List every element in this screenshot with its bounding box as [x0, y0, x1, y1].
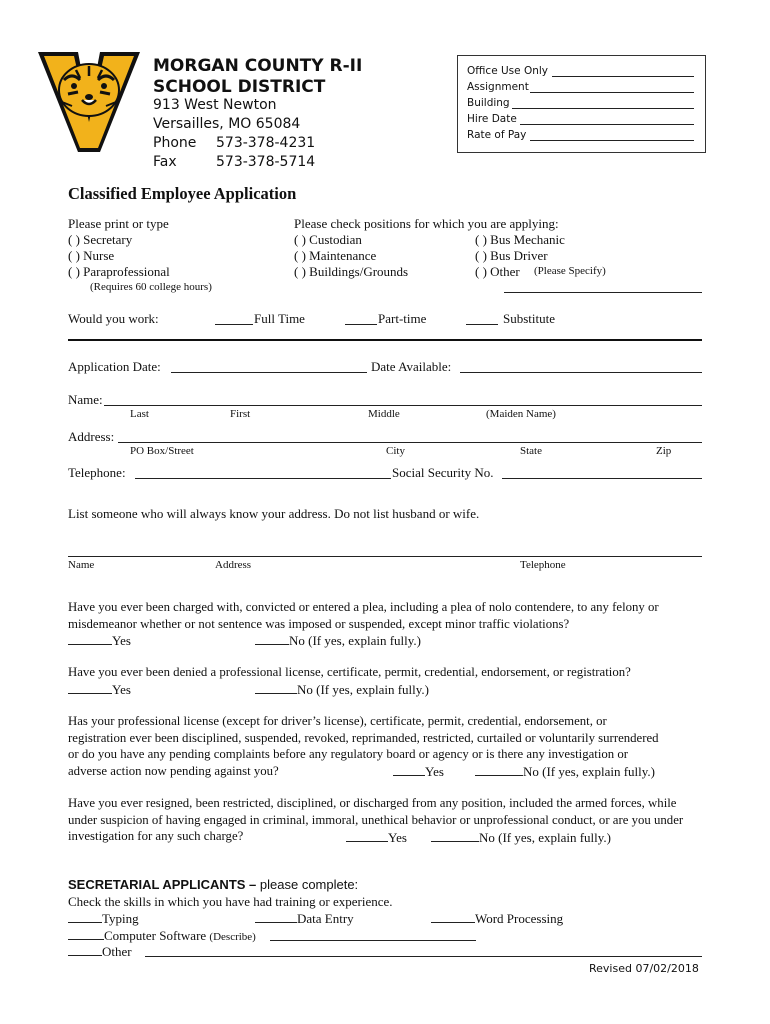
paraprofessional-note: (Requires 60 college hours) [90, 281, 212, 293]
address-label: Address: [68, 429, 115, 444]
office-use-only-line[interactable] [552, 76, 694, 77]
ssn-label: Social Security No. [392, 465, 494, 480]
question-2-answers [68, 681, 131, 698]
software-describe-note: (Describe) [209, 931, 256, 943]
q3-no-label: No (If yes, explain fully.) [523, 764, 656, 779]
revised-date: Revised 07/02/2018 [589, 962, 699, 975]
other-skill-label: Other [102, 944, 132, 959]
part-time-label: Part-time [378, 311, 427, 326]
skill-word-processing [431, 910, 563, 927]
fax-label: Fax [153, 154, 177, 170]
part-time-line[interactable] [345, 324, 377, 325]
question-1-text: Have you ever been charged with, convicted or entered a plea, including a plea of nolo contendere, to any felony or misdemeanor whether or not sentence was imposed or suspended, except minor traffic violations? [68, 600, 659, 631]
q2-yes-label: Yes [112, 682, 131, 697]
typing-blank[interactable] [68, 910, 102, 923]
name-first-caption: First [230, 408, 251, 420]
position-bus-mechanic[interactable]: ( ) Bus Mechanic [475, 232, 565, 247]
contact-name-caption: Name [68, 559, 95, 571]
hire-date-label: Hire Date [467, 113, 517, 125]
office-use-only-label: Office Use Only [467, 65, 548, 77]
contact-address-caption: Address [215, 559, 252, 571]
typing-label: Typing [102, 911, 139, 926]
position-bus-driver[interactable]: ( ) Bus Driver [475, 248, 548, 263]
name-maiden-caption: (Maiden Name) [486, 408, 556, 420]
telephone-label: Telephone: [68, 465, 126, 480]
data-entry-blank[interactable] [255, 910, 297, 923]
date-available-line[interactable] [460, 372, 702, 373]
question-1-answers [68, 632, 131, 649]
position-custodian[interactable]: ( ) Custodian [294, 232, 362, 247]
q1-yes-label: Yes [112, 633, 131, 648]
software-blank[interactable] [68, 927, 104, 940]
skills-instruction: Check the skills in which you have had training or experience. [68, 894, 393, 909]
phone-number: 573-378-4231 [216, 135, 316, 151]
contact-instruction: List someone who will always know your address. Do not list husband or wife. [68, 506, 480, 521]
address-city-caption: City [386, 445, 405, 457]
ssn-line[interactable] [502, 478, 702, 479]
skill-software [68, 927, 256, 944]
assignment-label: Assignment [467, 81, 529, 93]
skill-other [68, 943, 132, 960]
q2-yes-blank[interactable] [68, 681, 112, 694]
rate-of-pay-line[interactable] [530, 140, 694, 141]
q3-yes-label: Yes [425, 764, 444, 779]
other-specify-note: (Please Specify) [534, 265, 606, 277]
assignment-line[interactable] [530, 92, 694, 93]
question-1-no [255, 632, 421, 649]
question-2-text: Have you ever been denied a professional license, certificate, permit, credential, endorsement, or registration? [68, 665, 631, 679]
other-skill-line[interactable] [145, 956, 702, 957]
position-buildings-grounds[interactable]: ( ) Buildings/Grounds [294, 264, 409, 279]
skill-typing [68, 910, 139, 927]
software-label: Computer Software [104, 928, 207, 943]
secretarial-heading-bold: SECRETARIAL APPLICANTS – [68, 877, 257, 892]
q4-no-blank[interactable] [431, 829, 479, 842]
position-other[interactable]: ( ) Other [475, 264, 520, 279]
question-3-yes [393, 763, 444, 780]
other-specify-line[interactable] [504, 292, 702, 293]
position-maintenance[interactable]: ( ) Maintenance [294, 248, 377, 263]
name-label: Name: [68, 392, 103, 407]
substitute-label: Substitute [503, 311, 556, 326]
q1-yes-blank[interactable] [68, 632, 112, 645]
secretarial-heading [68, 877, 358, 892]
question-4-no [431, 829, 611, 846]
fax-number: 573-378-5714 [216, 154, 316, 170]
print-note: Please print or type [68, 216, 169, 231]
data-entry-label: Data Entry [297, 911, 354, 926]
address-zip-caption: Zip [656, 445, 672, 457]
software-describe-line[interactable] [270, 940, 476, 941]
rate-of-pay-label: Rate of Pay [467, 129, 527, 141]
question-3-text: Has your professional license (except for driver’s license), certificate, permit, credential, endorsement, or registration ever been disciplined, suspended, revoked, reprimanded, restricted, curtailed or voluntarily surrendered or do you have any pending complaints before any regulatory board or agency or is there any investigation or adverse action now pending against you? [68, 714, 659, 778]
question-2-no [255, 681, 429, 698]
hire-date-line[interactable] [520, 124, 694, 125]
question-4-text: Have you ever resigned, been restricted, disciplined, or discharged from any position, included the armed forces, while under suspicion of having engaged in criminal, immoral, unethical behavior or unprofessional conduct, or are you under investigation for any such charge? [68, 796, 684, 843]
secretarial-heading-rest: please complete: [256, 877, 359, 892]
name-middle-caption: Middle [368, 408, 400, 420]
district-name-line1: MORGAN COUNTY R-II [153, 56, 363, 76]
phone-label: Phone [153, 135, 197, 151]
q3-yes-blank[interactable] [393, 763, 425, 776]
substitute-line[interactable] [466, 324, 498, 325]
q3-no-blank[interactable] [475, 763, 523, 776]
word-processing-blank[interactable] [431, 910, 475, 923]
name-last-caption: Last [130, 408, 149, 420]
q2-no-label: No (If yes, explain fully.) [297, 682, 430, 697]
application-date-label: Application Date: [68, 359, 161, 374]
position-paraprofessional[interactable]: ( ) Paraprofessional [68, 264, 170, 279]
building-label: Building [467, 97, 510, 109]
name-line[interactable] [104, 405, 702, 406]
contact-line[interactable] [68, 556, 702, 557]
full-time-line[interactable] [215, 324, 253, 325]
address-state-caption: State [520, 445, 542, 457]
q4-yes-label: Yes [388, 830, 407, 845]
question-3-no [475, 763, 655, 780]
q4-no-label: No (If yes, explain fully.) [479, 830, 612, 845]
address-line[interactable] [118, 442, 702, 443]
full-time-label: Full Time [254, 311, 305, 326]
date-available-label: Date Available: [371, 359, 452, 374]
address-street-caption: PO Box/Street [130, 445, 194, 457]
q4-yes-blank[interactable] [346, 829, 388, 842]
skill-data-entry [255, 910, 354, 927]
district-address: 913 West Newton [153, 97, 277, 113]
q1-no-blank[interactable] [255, 632, 289, 645]
building-line[interactable] [512, 108, 694, 109]
contact-telephone-caption: Telephone [520, 559, 566, 571]
position-nurse[interactable]: ( ) Nurse [68, 248, 115, 263]
question-4-yes [346, 829, 407, 846]
other-skill-blank[interactable] [68, 943, 102, 956]
q2-no-blank[interactable] [255, 681, 297, 694]
q1-no-label: No (If yes, explain fully.) [289, 633, 422, 648]
work-label: Would you work: [68, 311, 159, 326]
district-city: Versailles, MO 65084 [153, 116, 301, 132]
position-secretary[interactable]: ( ) Secretary [68, 232, 133, 247]
application-date-line[interactable] [171, 372, 367, 373]
check-positions-note: Please check positions for which you are applying: [294, 216, 559, 231]
section-divider [68, 339, 702, 341]
district-name-line2: SCHOOL DISTRICT [153, 77, 326, 97]
district-logo [38, 50, 140, 154]
word-processing-label: Word Processing [475, 911, 564, 926]
telephone-line[interactable] [135, 478, 391, 479]
form-title: Classified Employee Application [68, 184, 297, 203]
